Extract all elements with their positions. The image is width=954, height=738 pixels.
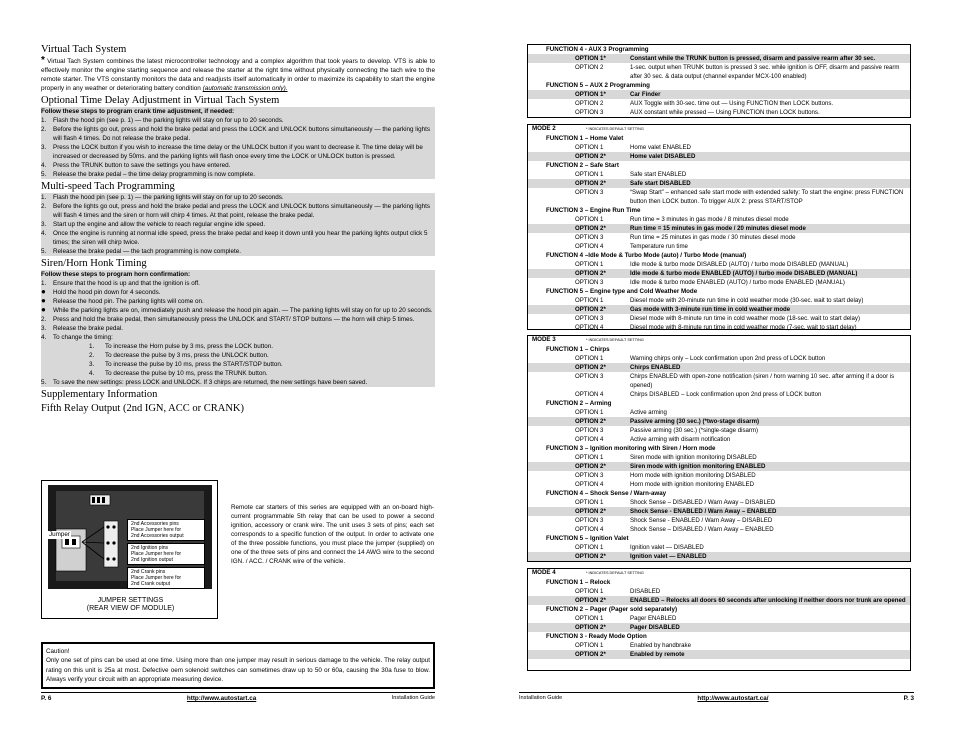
- option-row: OPTION 2 1-sec. output when TRUNK button is pressed 3 sec. while ignition is OFF, disarm and passive rearm after 30 sec. & data output (channel expander MCX-100 enabled): [575, 64, 900, 80]
- function-title: FUNCTION 2 – Safe Start: [546, 161, 619, 169]
- optimal-title: Optional Time Delay Adjustment in Virtual Tach System: [41, 95, 280, 106]
- function-title: FUNCTION 2 – Arming: [546, 399, 612, 407]
- option-row: OPTION 2* Passive arming (30 sec.) (*two-stage disarm): [528, 417, 910, 426]
- siren-step-4: 4. To change the timing:: [41, 334, 113, 341]
- page-number-left: P. 6: [41, 695, 52, 702]
- sub-step-item: 3. To increase the pulse by 10 ms, press the START/STOP button.: [89, 361, 283, 368]
- vts-title: Virtual Tach System: [41, 44, 127, 55]
- step-item: 1. Flash the hood pin (see p. 1) — the parking lights will stay on for up to 20 seconds.: [41, 117, 284, 124]
- jumper-diagram: [41, 480, 218, 619]
- option-row: OPTION 4 Temperature run time: [575, 242, 688, 250]
- option-row: OPTION 1* Constant while the TRUNK button is pressed, disarm and passive rearm after 30 sec.: [528, 54, 910, 63]
- page-number-right: P. 3: [903, 695, 914, 702]
- step-item: 5. Release the brake pedal – the time delay programming is now complete.: [41, 171, 255, 178]
- option-row: OPTION 2* Enabled by remote: [528, 650, 910, 659]
- caution-title: Caution!: [46, 648, 70, 655]
- option-row: OPTION 1 DISABLED: [575, 587, 661, 595]
- multi-steps: [41, 193, 435, 256]
- option-row: OPTION 2* Home valet DISABLED: [528, 152, 910, 161]
- option-row: OPTION 3 Idle mode & turbo mode ENABLED (AUTO) / turbo mode ENABLED (MANUAL): [575, 278, 845, 286]
- sub-step-item: 2. To decrease the pulse by 3 ms, press the UNLOCK button.: [89, 352, 269, 359]
- siren-intro: Follow these steps to program horn confirmation:: [41, 271, 191, 278]
- option-row: OPTION 2* Gas mode with 3-minute run time in cold weather mode: [528, 305, 910, 314]
- mode-1-continued-table: [527, 44, 911, 118]
- jumper-label: Jumper: [49, 531, 70, 538]
- footer-right: [519, 692, 914, 703]
- mode-3-table: [527, 335, 911, 562]
- step-item: 4. Once the engine is running at normal idle speed, press the brake pedal and keep it down until you hear the parking lights output click 5 times; the siren will chirp twice.: [41, 230, 428, 246]
- step-item: 2. Before the lights go out, press and hold the brake pedal and press the LOCK and UNLOCK buttons simultaneously — the parking lights will flash 4 times. Do not release the brake pedal.: [41, 126, 430, 142]
- supp-title: Supplementary Information: [41, 389, 158, 400]
- option-row: OPTION 1 Enabled by handbrake: [575, 641, 691, 649]
- option-row: OPTION 2* Pager DISABLED: [528, 623, 910, 632]
- step-item: 5. Release the brake pedal — the tach programming is now complete.: [41, 248, 241, 255]
- option-row: OPTION 1 Ignition valet — DISABLED: [575, 543, 704, 551]
- function-title: FUNCTION 2 – Pager (Pager sold separately): [546, 605, 678, 613]
- step-item: 3. Start up the engine and allow the vehicle to reach regular engine idle speed.: [41, 221, 266, 228]
- function-title: FUNCTION 5 – Engine type and Cold Weather Mode: [546, 287, 698, 295]
- step-item: 3. Press the LOCK button if you wish to increase the time delay or the UNLOCK button if you want to decrease it. The time delay will be increased or decreased by 50ms. and the parking lights will flash once every time the LOCK or UNLOCK button is pressed.: [41, 144, 423, 160]
- caution-text: Only one set of pins can be used at one time. Using more than one jumper may result in serious damage to the vehicle. The relay output rating on this unit is 25a at most. Defective oem solenoid switches can sometimes draw up to 50 or 60a, causing the 30a fuse to blow. Always verify your circuit with an appropriate measuring device.: [46, 657, 430, 683]
- option-row: OPTION 1 Home valet ENABLED: [575, 143, 691, 151]
- option-row: OPTION 3 Chirps ENABLED with open-zone notification (siren / horn warning 10 sec. after arming if a door is opened): [575, 372, 895, 389]
- fifth-relay-title: Fifth Relay Output (2nd IGN, ACC or CRANK): [41, 403, 244, 414]
- function-title: FUNCTION 4 – Shock Sense / Warn-away: [546, 489, 667, 497]
- option-row: OPTION 1* Car Finder: [528, 90, 910, 99]
- bullet-item: ● Hold the hood pin down for 4 seconds.: [41, 287, 161, 296]
- pin-box-crank: [127, 567, 205, 589]
- function-title: FUNCTION 3 – Engine Run Time: [546, 206, 641, 214]
- option-row: OPTION 4 Diesel mode with 8-minute run time in cold weather mode (7-sec. wait to start delay): [575, 323, 857, 331]
- multi-section: [41, 193, 435, 256]
- option-row: OPTION 1 Pager ENABLED: [575, 614, 677, 622]
- pin-box-ignition-text: 2nd Ignition pins Place Jumper here for 2nd Ignition output: [131, 545, 182, 563]
- function-title: FUNCTION 3 - Ready Mode Option: [546, 632, 647, 640]
- pin-box-accessories: [127, 519, 205, 541]
- mode-header: MODE 2 * INDICATES DEFAULT SETTING: [532, 125, 644, 132]
- option-row: OPTION 2* Ignition valet — ENABLED: [528, 552, 910, 561]
- website-link-left[interactable]: http://www.autostart.ca: [186, 695, 257, 702]
- option-row: OPTION 1 Active arming: [575, 408, 667, 416]
- step-item: 1. Flash the hood pin (see p. 1) — the parking lights will stay on for up to 20 seconds.: [41, 194, 284, 201]
- siren-step-5: 5. To save the new settings: press LOCK and UNLOCK. If 3 chirps are returned, the new settings have been saved.: [41, 379, 368, 386]
- vts-text: Virtual Tach System combines the latest microcontroller technology and a complex algorithm that took years to develop. VTS is able to effectively monitor the engine starting sequence and release the starter at the right time without physically connecting the tach wire to the remote starter. The VTS constantly monitors the data and readjusts itself automatically in order to maximize its capability to start the engine properly in any weather or deteriorating battery condition: [41, 58, 435, 92]
- option-row: OPTION 1 Diesel mode with 20-minute run time in cold weather mode (30-sec. wait to start delay): [575, 296, 864, 304]
- option-row: OPTION 1 Warning chirps only – Lock confirmation upon 2nd press of LOCK button: [575, 354, 826, 362]
- website-link-right[interactable]: http://www.autostart.ca/: [697, 695, 769, 702]
- siren-step-3: 3. Release the brake pedal.: [41, 325, 124, 332]
- option-row: OPTION 2* Shock Sense - ENABLED / Warn Away – ENABLED: [528, 507, 910, 516]
- option-row: OPTION 4 Horn mode with ignition monitoring ENABLED: [575, 480, 754, 488]
- multi-title: Multi-speed Tach Programming: [41, 181, 175, 192]
- bullet-item: ● Release the hood pin. The parking lights will come on.: [41, 296, 204, 305]
- bullet-item: ● While the parking lights are on, immediately push and release the hood pin again. — The parking lights will stay on for up to 20 seconds.: [41, 305, 433, 314]
- mode-4-table: [527, 568, 911, 671]
- option-row: OPTION 2* ENABLED – Relocks all doors 60 seconds after unlocking if neither doors nor trunk are opened: [528, 596, 910, 605]
- step-item: 4. Press the TRUNK button to save the settings you have entered.: [41, 162, 231, 169]
- siren-step-1: 1. Ensure that the hood is up and that the ignition is off.: [41, 280, 200, 287]
- optimal-intro: Follow these steps to program crank time adjustment, if needed:: [41, 108, 235, 115]
- option-row: OPTION 2 AUX Toggle with 30-sec. time out — Using FUNCTION then LOCK buttons.: [575, 100, 834, 107]
- siren-sub-steps: [41, 342, 435, 378]
- option-row: OPTION 3 Diesel mode with 8-minute run time in cold weather mode (18-sec. wait to start delay): [575, 314, 860, 322]
- footer-guide-right: Installation Guide: [519, 695, 563, 701]
- option-row: OPTION 2* Siren mode with ignition monitoring ENABLED: [528, 462, 910, 471]
- option-row: OPTION 2* Idle mode & turbo mode ENABLED (AUTO) / turbo mode DISABLED (MANUAL): [528, 269, 910, 278]
- option-row: OPTION 1 Idle mode & turbo mode DISABLED (AUTO) / turbo mode DISABLED (MANUAL): [575, 260, 849, 268]
- jumper-settings-title: JUMPER SETTINGS (REAR VIEW OF MODULE): [86, 597, 175, 612]
- option-row: OPTION 2* Run time = 15 minutes in gas mode / 20 minutes diesel mode: [528, 224, 910, 233]
- sub-step-item: 1. To increase the Horn pulse by 3 ms, press the LOCK button.: [89, 343, 274, 350]
- sub-step-item: 4. To decrease the pulse by 10 ms, press the TRUNK button.: [89, 370, 268, 377]
- function-title: FUNCTION 1 – Relock: [546, 578, 611, 586]
- function-title: FUNCTION 4 - AUX 3 Programming: [546, 46, 649, 53]
- option-row: OPTION 1 Safe start ENABLED: [575, 170, 687, 178]
- relay-section: [41, 480, 435, 620]
- option-row: OPTION 3 Run time = 25 minutes in gas mode / 30 minutes diesel mode: [575, 233, 796, 241]
- mode-2-table: [527, 124, 911, 330]
- mode-header: MODE 3 * INDICATES DEFAULT SETTING: [532, 336, 644, 343]
- option-row: OPTION 3 AUX constant while pressed — Using FUNCTION then LOCK buttons.: [575, 109, 820, 116]
- option-row: OPTION 1 Siren mode with ignition monitoring DISABLED: [575, 453, 757, 461]
- function-title: FUNCTION 3 – Ignition monitoring with Siren / Horn mode: [546, 444, 716, 452]
- option-row: OPTION 1 Run time = 3 minutes in gas mode / 8 minutes diesel mode: [575, 215, 789, 223]
- step-item: 2. Before the lights go out, press and hold the brake pedal and press the LOCK and UNLOCK buttons simultaneously — the parking lights will flash 4 times and the siren or horn will chirp 4 times. At that point, release the brake pedal.: [41, 203, 430, 219]
- pin-box-accessories-text: 2nd Accessories pins Place Jumper here for 2nd Accessories output: [131, 521, 184, 539]
- option-row: OPTION 4 Chirps DISABLED – Lock confirmation upon 2nd press of LOCK button: [575, 390, 822, 398]
- pin-box-ignition: [127, 543, 205, 565]
- function-title: FUNCTION 1 – Home Valet: [546, 134, 624, 142]
- function-title: FUNCTION 1 – Chirps: [546, 345, 610, 353]
- option-row: OPTION 3 Passive arming (30 sec.) (*single-stage disarm): [575, 426, 759, 434]
- mode-header: MODE 4 * INDICATES DEFAULT SETTING: [532, 569, 644, 576]
- siren-bullets: [41, 288, 435, 315]
- siren-section: [41, 270, 435, 387]
- option-row: OPTION 4 Active arming with disarm notification: [575, 435, 731, 443]
- vts-text-end: (automatic transmission only).: [202, 85, 288, 92]
- option-row: OPTION 1 Shock Sense – DISABLED / Warn Away – DISABLED: [575, 498, 776, 506]
- option-row: OPTION 3 “Swap Start” – enhanced safe start mode with extended safety: To start the engine: press FUNCTION button then LOCK button. To trigger AUX 2: press START/STOP: [575, 188, 904, 205]
- footer-left: [41, 692, 435, 703]
- siren-step-2: 2. Press and hold the brake pedal, then simultaneously press the UNLOCK and START/ STOP buttons — the horn will chirp 5 times.: [41, 316, 415, 323]
- caution-box: [41, 642, 435, 689]
- function-title: FUNCTION 5 – Ignition Valet: [546, 534, 629, 542]
- optimal-steps: [41, 116, 435, 179]
- option-row: OPTION 4 Shock Sense – DISABLED / Warn Away – ENABLED: [575, 525, 774, 533]
- function-title: FUNCTION 4 –Idle Mode & Turbo Mode (auto) / Turbo Mode (manual): [546, 251, 747, 259]
- function-title: FUNCTION 5 – AUX 2 Programming: [546, 82, 650, 89]
- pin-box-crank-text: 2nd Crank pins Place Jumper here for 2nd Crank output: [131, 569, 182, 587]
- footer-guide-left: Installation Guide: [391, 695, 435, 701]
- option-row: OPTION 3 Shock Sense - ENABLED / Warn Away – DISABLED: [575, 516, 773, 524]
- optimal-section: [41, 107, 435, 179]
- vts-paragraph: * Virtual Tach System combines the latest microcontroller technology and a complex algorithm that took years to develop. VTS is able to effectively monitor the engine starting sequence and release the starter at the right time without physically connecting the tach wire to the remote starter. The VTS constantly monitors the data and readjusts itself automatically in order to maximize its capability to start the engine properly in any weather or deteriorating battery condition (automatic transmission only).: [41, 55, 435, 92]
- option-row: OPTION 3 Horn mode with ignition monitoring DISABLED: [575, 471, 756, 479]
- option-row: OPTION 2* Safe start DISABLED: [528, 179, 910, 188]
- siren-title: Siren/Horn Honk Timing: [41, 258, 147, 269]
- relay-description: Remote car starters of this series are equipped with an on-board high-current programmable 5th relay that can be used to power a second ignition, accessory or crank wire. The unit uses 3 sets of pins; each set corresponds to a specific function of the output. In order to activate one of the three possible functions, you must place the jumper (supplied) on one of the three sets of pins and connect the 14 AWG wire to the second IGN. / ACC. / CRANK wire of the vehicle.: [231, 504, 434, 565]
- left-page: [41, 42, 435, 683]
- option-row: OPTION 2* Chirps ENABLED: [528, 363, 910, 372]
